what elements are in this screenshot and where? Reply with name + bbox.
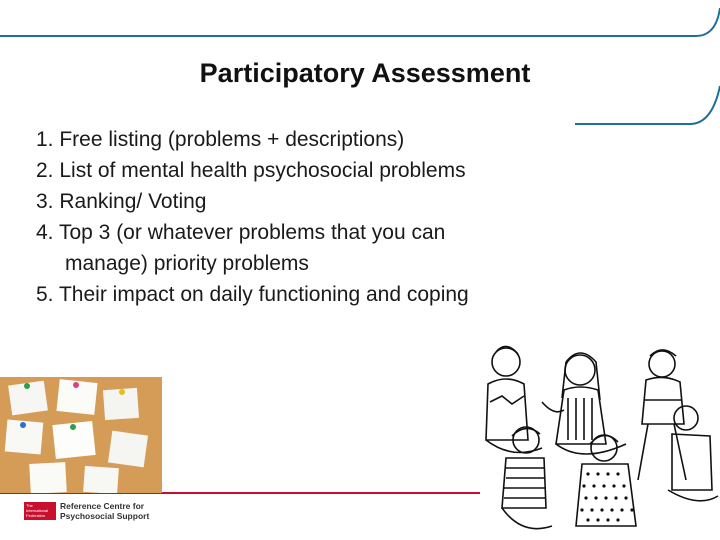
list-text: Ranking/ Voting [59,190,207,213]
list-marker: 2. [36,159,54,182]
logo-line-2: Psychosocial Support [60,511,150,521]
patterned-dots [580,472,633,521]
top-curve-line [0,8,720,36]
list-item [36,186,469,217]
list-text: Their impact on daily functioning and coping [58,283,469,306]
list-item [36,217,469,279]
list-item [36,155,469,186]
assessment-steps-list [36,124,469,310]
list-marker: 3. [36,190,54,213]
list-item [36,279,469,310]
list-item [36,124,469,155]
group-discussion-illustration [472,340,720,540]
reference-centre-logo [24,500,174,522]
list-marker: 5. [36,283,54,306]
list-text-continuation: manage) priority problems [65,252,309,275]
logo-line-1: Reference Centre for [60,501,145,511]
list-text: Free listing (problems + descriptions) [59,128,405,151]
slide-title: Participatory Assessment [199,58,531,88]
list-marker: 4. [36,221,54,244]
red-cross-logo-mark: The International Federation [24,502,56,520]
list-text: Top 3 (or whatever problems that you can [58,221,446,244]
list-marker: 1. [36,128,54,151]
logo-text [60,501,149,521]
title-curve-line [575,86,720,124]
list-text: List of mental health psychosocial problems [59,159,466,182]
corkboard-photo [0,377,162,493]
